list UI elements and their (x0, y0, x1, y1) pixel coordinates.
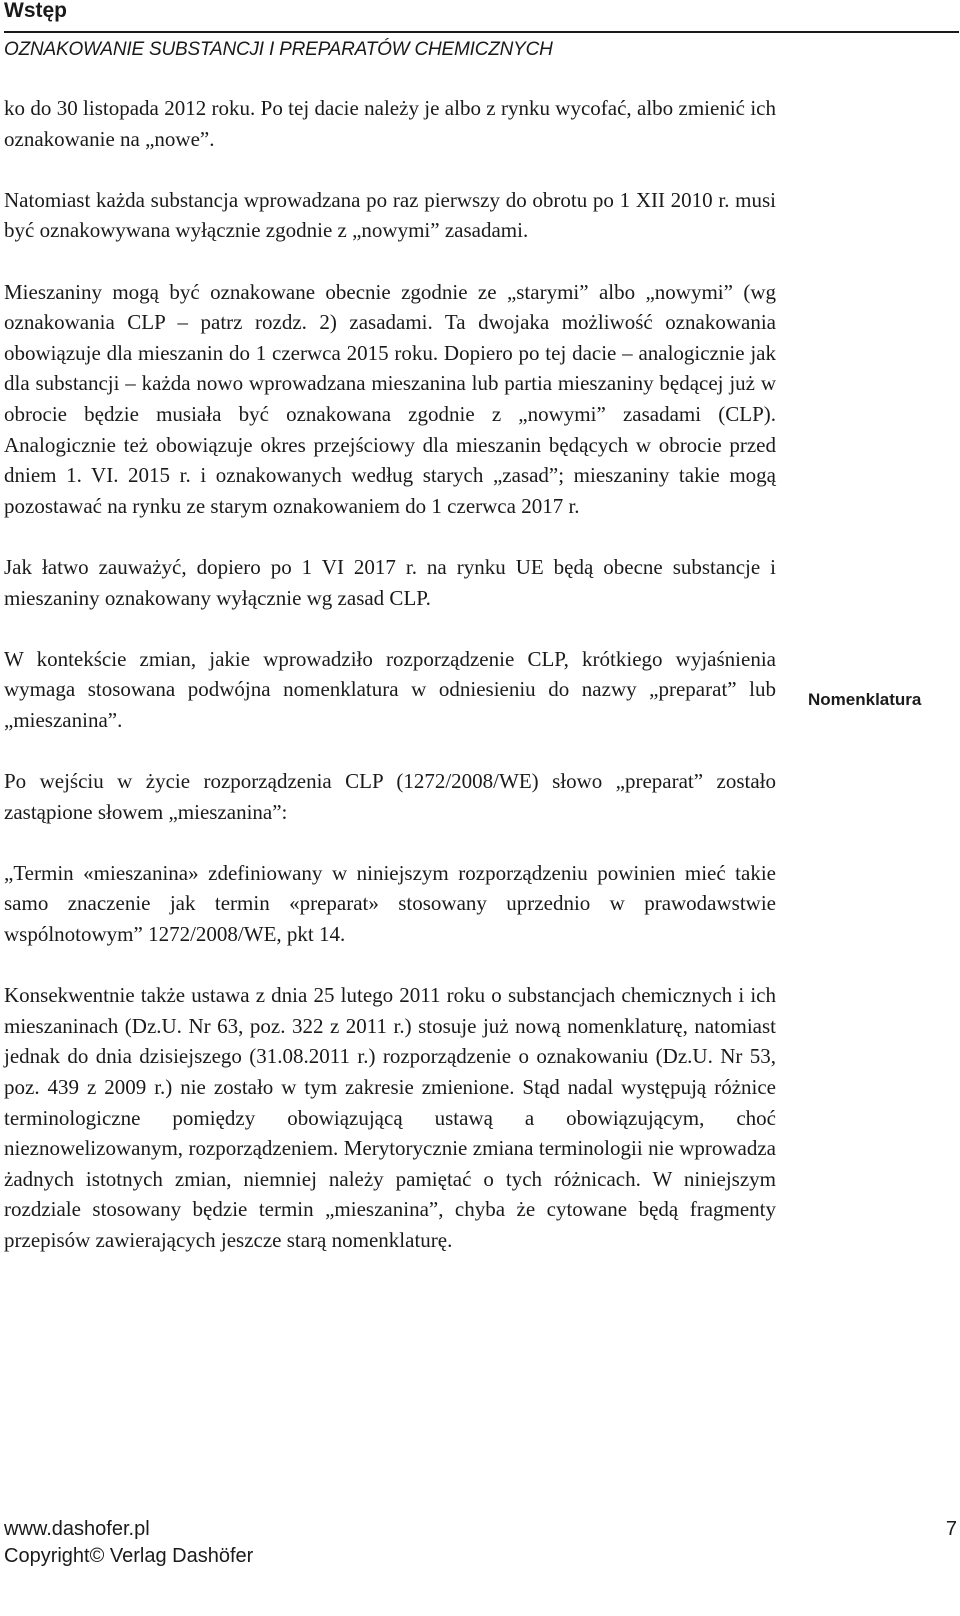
quotation-paragraph: „Termin «mieszanina» zdefiniowany w niniejszym rozporządzeniu powinien mieć takie samo znaczenie jak termin «preparat» stosowany uprzednio w prawodawstwie wspólnotowym” 1272/2008/WE, pkt 14. (4, 860, 776, 947)
footer-top-row (4, 1516, 957, 1543)
main-text-column (4, 93, 776, 1286)
paragraph: Mieszaniny mogą być oznakowane obecnie zgodnie ze „starymi” albo „nowymi” (wg oznakowania CLP – patrz rozdz. 2) zasadami. Ta dwojaka możliwość oznakowania obowiązuje dla mieszanin do 1 czerwca 2015 roku. Dopiero po tej dacie – analogicznie jak dla substancji – każda nowo wprowadzana mieszanina lub partia mieszaniny będącej już w obrocie będzie musiała być oznakowana zgodnie z „nowymi” zasadami (CLP). Analogicznie też obowiązuje okres przejściowy dla mieszanin będących w obrocie przed dniem 1. VI. 2015 r. i oznakowanych według starych „zasad”; mieszaniny takie mogą pozostawać na rynku ze starym oznakowaniem do 1 czerwca 2017 r. (4, 279, 776, 518)
footer-copyright: Copyright© Verlag Dashöfer (4, 1545, 254, 1567)
header-divider (4, 31, 959, 33)
paragraph: Konsekwentnie także ustawa z dnia 25 lutego 2011 roku o substancjach chemicznych i ich mieszaninach (Dz.U. Nr 63, poz. 322 z 2011 r.) stosuje już nową nomenklaturę, natomiast jednak do dnia dzisiejszego (31.08.2011 r.) rozporządzenie o oznakowaniu (Dz.U. Nr 53, poz. 439 z 2009 r.) nie zostało w tym zakresie zmienione. Stąd nadal występują różnice terminologiczne pomiędzy obowiązującą ustawą a obowiązującym, choć nieznowelizowanym, rozporządzeniem. Merytorycznie zmiana terminologii nie wprowadza żadnych istotnych zmian, niemniej należy pamiętać o tych różnicach. W niniejszym rozdziale stosowany będzie termin „mieszanina”, chyba że cytowane będą fragmenty przepisów zawierających jeszcze starą nomenklaturę. (4, 983, 776, 1252)
footer-website: www.dashofer.pl (4, 1518, 150, 1540)
paragraph: W kontekście zmian, jakie wprowadziło rozporządzenie CLP, krótkiego wyjaśnienia wymaga stosowana podwójna nomenklatura w odniesieniu do nazwy „preparat” lub „mieszanina”. (4, 646, 776, 732)
running-header-subtitle: OZNAKOWANIE SUBSTANCJI I PREPARATÓW CHEMICZNYCH (4, 39, 553, 60)
running-header-title: Wstęp (4, 0, 67, 22)
paragraph: Natomiast każda substancja wprowadzana po raz pierwszy do obrotu po 1 XII 2010 r. musi być oznakowywana wyłącznie zgodnie z „nowymi” zasadami. (4, 187, 776, 243)
paragraph: Jak łatwo zauważyć, dopiero po 1 VI 2017 r. na rynku UE będą obecne substancje i mieszaniny oznakowany wyłącznie wg zasad CLP. (4, 554, 776, 610)
margin-note: Nomenklatura (808, 690, 922, 709)
footer-bottom-row (4, 1543, 957, 1570)
paragraph: Po wejściu w życie rozporządzenia CLP (1272/2008/WE) słowo „preparat” zostało zastąpione słowem „mieszanina”: (4, 769, 776, 824)
page-footer (4, 1516, 957, 1570)
paragraph: ko do 30 listopada 2012 roku. Po tej dacie należy je albo z rynku wycofać, albo zmienić ich oznakowanie na „nowe”. (4, 96, 776, 151)
page-number: 7 (945, 1518, 957, 1540)
